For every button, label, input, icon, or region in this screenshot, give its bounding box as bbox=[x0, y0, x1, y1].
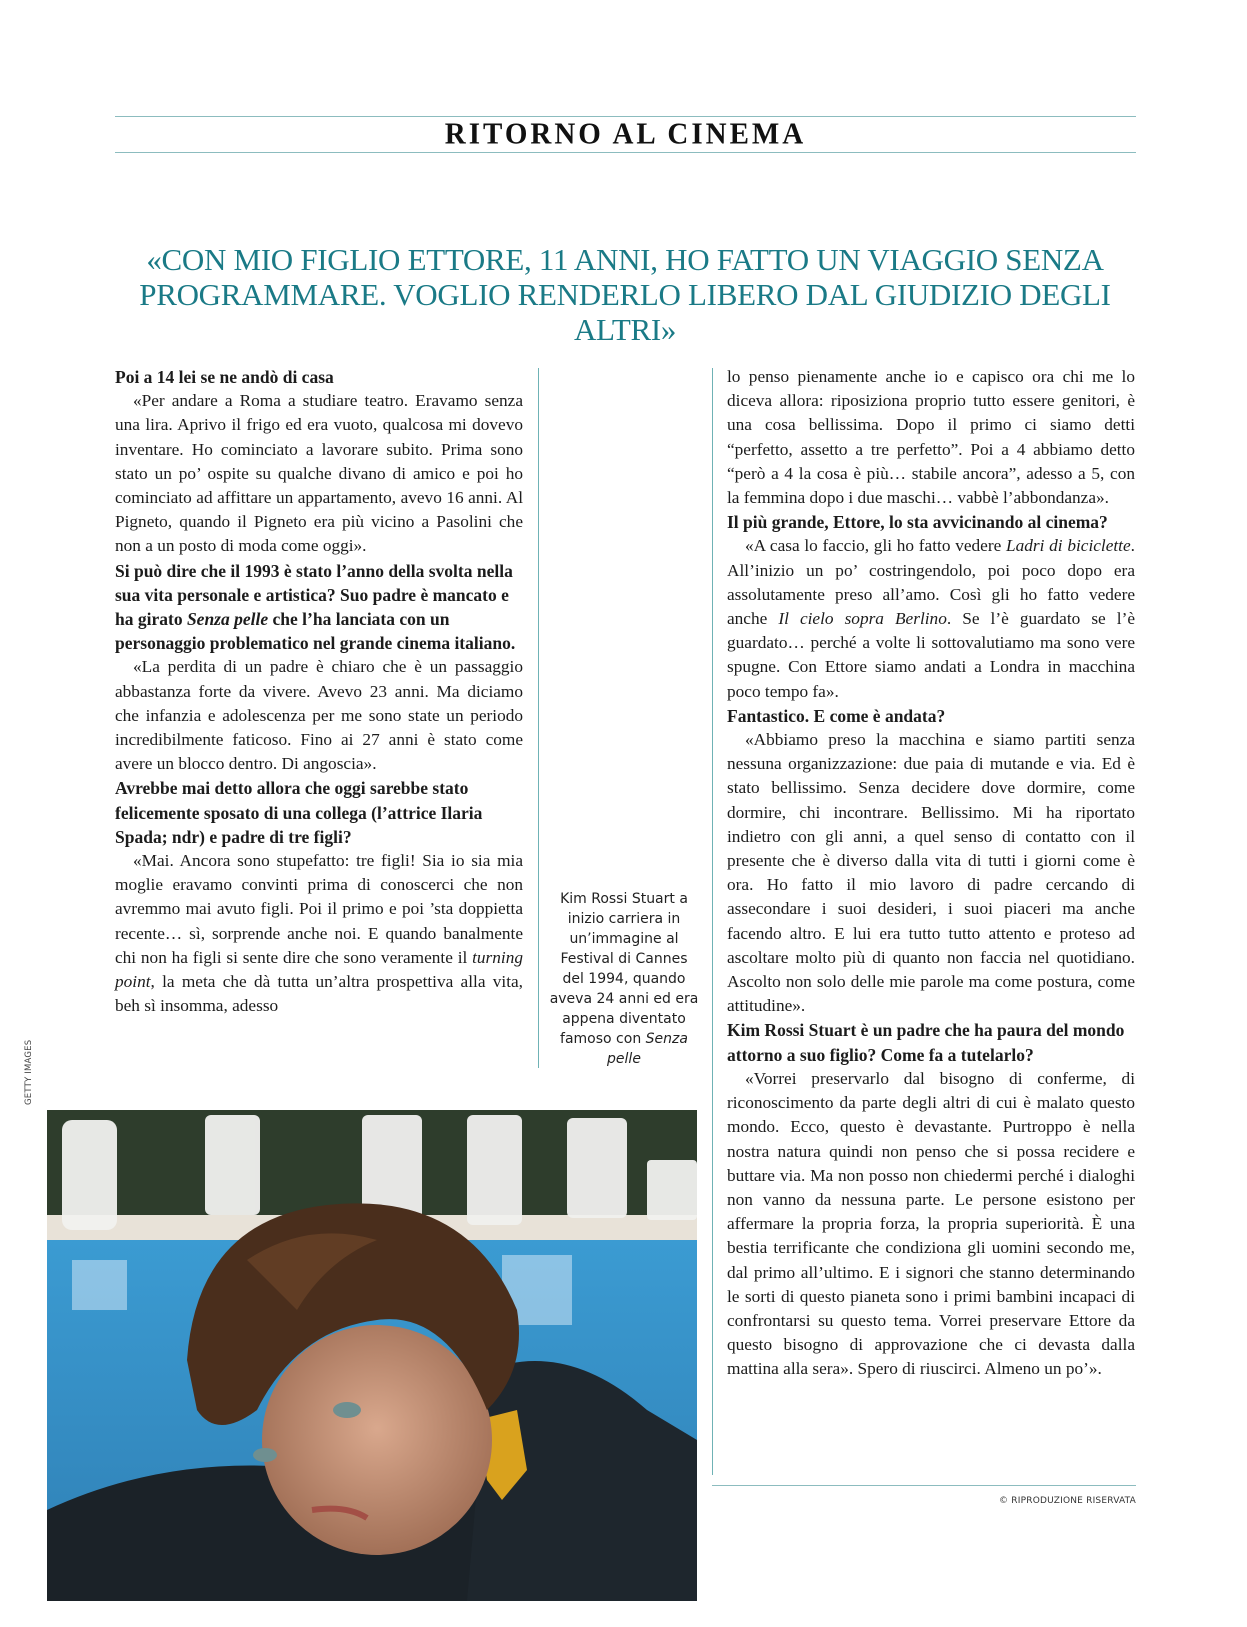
interview-question: Poi a 14 lei se ne andò di casa bbox=[115, 367, 334, 387]
portrait-photo bbox=[47, 1110, 697, 1601]
interview-answer-continuation: lo penso pienamente anche io e capisco ora chi me lo diceva allora: riposiziona proprio tutto essere genitori, è una cosa bellissima. Dopo il primo ci siamo detti “perfetto, assetto a tre perfetto”. Poi a 4 abbiamo detto “però a 4 la cosa è più… stabile ancora”, adesso a 5, con la femmina dopo i due maschi… vabbè l’abbondanza». bbox=[727, 367, 1135, 508]
interview-question: Il più grande, Ettore, lo sta avvicinando al cinema? bbox=[727, 512, 1108, 533]
section-title: RITORNO AL CINEMA bbox=[444, 117, 807, 151]
interview-question: Kim Rossi Stuart è un padre che ha paura del mondo attorno a suo figlio? Come fa a tutelarlo? bbox=[727, 1020, 1125, 1065]
interview-answer: «Abbiamo preso la macchina e siamo partiti senza nessuna organizzazione: due paia di mutande e via. Ed è stato bellissimo. Senza decidere dove dormire, come dormire, chi incontrare. Bellissimo. Mi ha riportato indietro con gli anni, a quel senso di contatto con il presente che è diverso dalla vita di tutti i giorni come è ora. Ho fatto il mio lavoro di padre cercando di assecondare i suoi desideri, i suoi piaceri ma anche facendo altro. E lui era tutto tutto attento e proteso ad ascoltare molto più di quanto non faccia nel quotidiano. Ascolto non solo delle mie parole ma come postura, come attitudine». bbox=[727, 730, 1135, 1016]
interview-question: Fantastico. E come è andata? bbox=[727, 705, 946, 726]
eye-right bbox=[253, 1448, 277, 1462]
eye-left bbox=[333, 1402, 361, 1418]
face bbox=[262, 1325, 492, 1555]
pull-quote-line: «CON MIO FIGLIO ETTORE, 11 ANNI, HO FATTO UN VIAGGIO SENZA bbox=[146, 242, 1104, 277]
interview-answer bbox=[727, 534, 1135, 703]
italic-phrase: turning point bbox=[115, 947, 523, 992]
caption-text: Kim Rossi Stuart a inizio carriera in un’immagine al Festival di Cannes del 1994, quando aveva 24 anni ed era appena diventato famoso con bbox=[549, 891, 699, 1047]
answer-text: . Se l’è guardato se l’è guardato… perché a volte li sottovalutiamo ma sono vere spugne. Con Ettore siamo andati a Londra in macchina poco tempo fa». bbox=[727, 609, 1135, 701]
caption-film-title: Senza pelle bbox=[607, 1031, 688, 1067]
photo-caption bbox=[548, 889, 700, 1069]
photo-credit: GETTY IMAGES bbox=[24, 1039, 34, 1105]
answer-text: . All’inizio un po’ costringendolo, poi poco dopo era assolutamente preso all’amo. Così gli ho fatto vedere anche bbox=[727, 536, 1135, 629]
answer-text: «A casa lo faccio, gli ho fatto vedere bbox=[745, 536, 1006, 556]
article-column-right bbox=[727, 365, 1135, 1382]
interview-answer: «Per andare a Roma a studiare teatro. Eravamo senza una lira. Aprivo il frigo ed era vuoto, qualcosa mi dovevo inventare. Ho cominciato a lavorare subito. Prima sono stato un po’ ospite su qualche divano di amico e poi ho cominciato ad affittare un appartamento, avevo 16 anni. Al Pigneto, quando il Pigneto era più vicino a Pasolini che non a un posto di moda come oggi». bbox=[115, 391, 523, 556]
article-column-left bbox=[115, 365, 523, 1018]
interview-question bbox=[115, 559, 523, 656]
question-text: Si può dire che il 1993 è stato l’anno della svolta nella sua vita personale e artistica? Suo padre è mancato e ha girato bbox=[115, 560, 513, 630]
film-title: Ladri di biciclette bbox=[1006, 536, 1131, 556]
answer-text: «Mai. Ancora sono stupefatto: tre figli! Sia io sia mia moglie eravamo convinti prima di conoscerci che non avremmo mai avuto figli. Poi il primo e poi ’sta doppietta recente… sì, sorprende anche noi. E quando banalmente chi non ha figli si sente dire che sono veramente il bbox=[115, 851, 523, 967]
interview-question: Avrebbe mai detto allora che oggi sarebbe stato felicemente sposato di una collega (l’attrice Ilaria Spada; ndr) e padre di tre figli? bbox=[115, 778, 483, 847]
answer-text: , la meta che dà tutta un’altra prospettiva alla vita, beh sì insomma, adesso bbox=[115, 972, 523, 1016]
pull-quote bbox=[90, 242, 1160, 347]
copyright-note: © RIPRODUZIONE RISERVATA bbox=[999, 1496, 1136, 1506]
interview-answer: «La perdita di un padre è chiaro che è un passaggio abbastanza forte da vivere. Avevo 23 anni. Ma diciamo che infanzia e adolescenza per me sono state un periodo incredibilmente faticoso. Fino ai 27 anni è stato come avere un blocco dentro. Di angoscia». bbox=[115, 657, 523, 774]
interview-answer bbox=[115, 849, 523, 1018]
header-rule-bottom bbox=[115, 152, 1136, 153]
column-divider bbox=[712, 368, 713, 1475]
portrait-illustration bbox=[47, 1110, 697, 1601]
interview-answer: «Vorrei preservarlo dal bisogno di conferme, di riconoscimento da parte degli altri di cui è malato questo mondo. Ecco, questo è devastante. Purtroppo è nella nostra natura quindi non penso che si possa recidere e buttare via. Ma non posso non chiedermi perché i dialoghi non vanno da nessuna parte. Le persone esistono per affermare la propria forza, la propria superiorità. È una bestia terrificante che condiziona gli uomini secondo me, dal primo all’ultimo. E i signori che stanno determinando le sorti di questo pianeta sono i primi bambini incapaci di confrontarsi su questo tema. Vorrei preservare Ettore da questo bisogno di approvazione che ci devasta dalla mattina alla sera». Spero di riuscirci. Almeno un po’». bbox=[727, 1068, 1135, 1379]
pull-quote-line: PROGRAMMARE. VOGLIO RENDERLO LIBERO DAL GIUDIZIO DEGLI ALTRI» bbox=[139, 277, 1111, 347]
footer-rule bbox=[712, 1485, 1136, 1486]
question-text: che l’ha lanciata con un personaggio problematico nel grande cinema italiano. bbox=[115, 609, 516, 654]
column-divider bbox=[538, 368, 539, 1068]
film-title: Il cielo sopra Berlino bbox=[778, 609, 947, 629]
film-title: Senza pelle bbox=[186, 609, 269, 630]
